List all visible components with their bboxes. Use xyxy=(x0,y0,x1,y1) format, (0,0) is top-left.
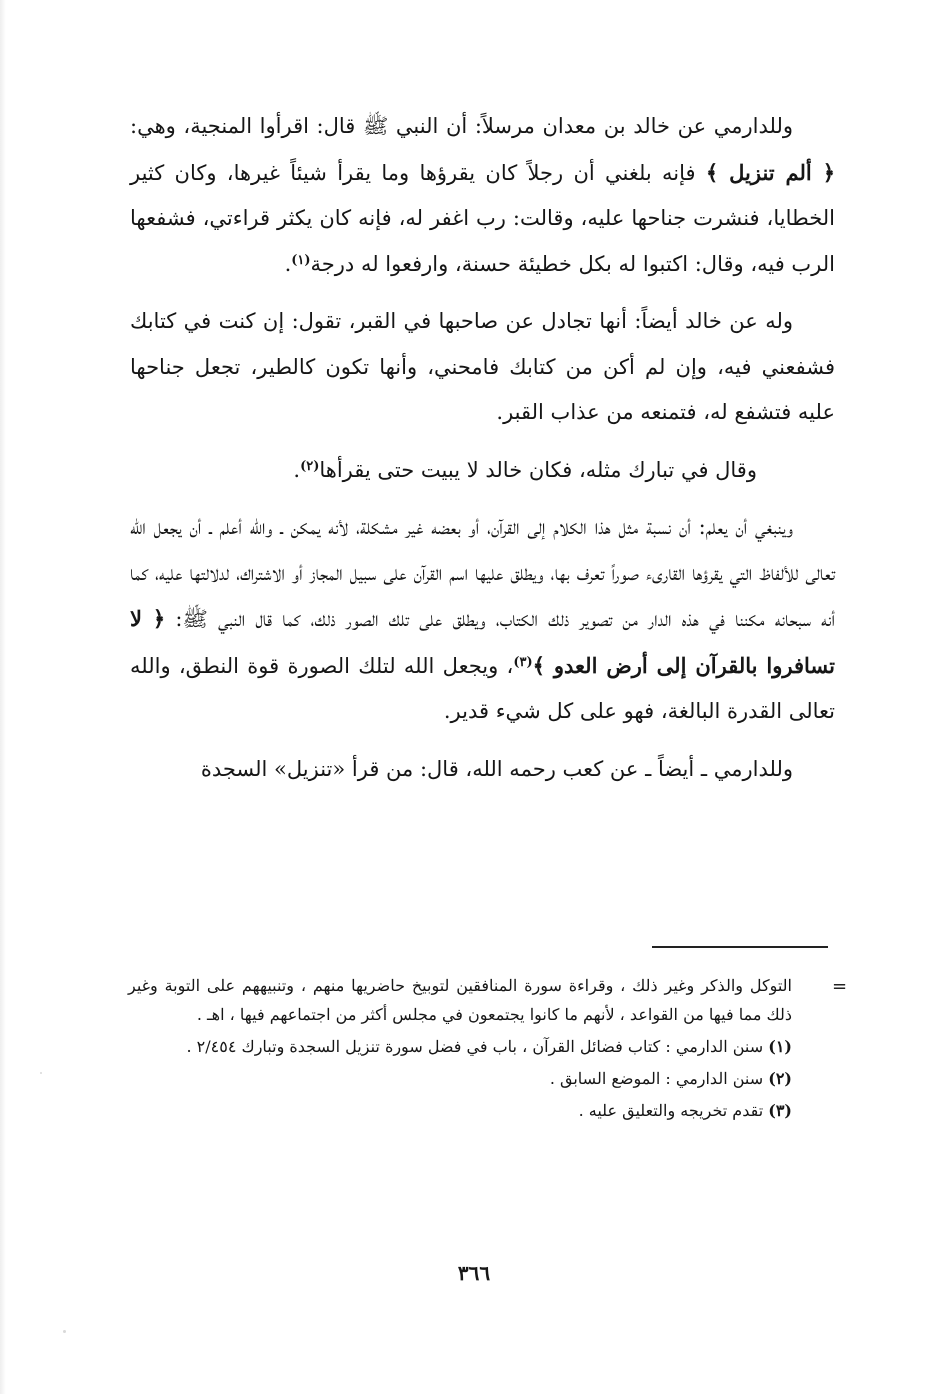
footnote-text: سنن الدارمي : الموضع السابق . xyxy=(549,1069,764,1088)
paragraph-text: وللدارمي عن خالد بن معدان مرسلاً: أن النبي ﷺ قال: اقرأوا المنجية، وهي: xyxy=(130,114,793,138)
footnote-text: سنن الدارمي : كتاب فضائل القرآن ، باب في فضل سورة تنزيل السجدة وتبارك ٢/٤٥٤ . xyxy=(186,1037,764,1056)
footnote-ref-1[interactable]: (١) xyxy=(291,252,311,268)
page-number: ٣٦٦ xyxy=(457,1261,491,1285)
footnote-ref-3[interactable]: (٣) xyxy=(513,654,533,670)
hadith-quote-do-not-travel: ﴿ لا تسافروا بالقرآن إلى أرض العدو ﴾ xyxy=(130,606,835,678)
scan-edge-shadow xyxy=(0,0,6,1394)
paragraph-end: . xyxy=(284,251,292,276)
quran-quote-alif-lam-mim-tanzil: ﴿ ألم تنزيل ﴾ xyxy=(705,159,835,185)
paragraph-explanation xyxy=(130,505,835,735)
paragraph-tabarak xyxy=(130,448,835,494)
paragraph-darimi-khalid xyxy=(130,104,835,287)
footnote-number: (٢) xyxy=(768,1069,792,1088)
footnote-number: (٣) xyxy=(768,1101,792,1120)
footnotes-block xyxy=(128,971,792,1128)
paragraph-end: . xyxy=(293,457,301,482)
paragraph-kaab: وللدارمي ـ أيضاً ـ عن كعب رحمه الله، قال: من قرأ «تنزيل» السجدة xyxy=(200,756,793,781)
footnote-continuation-mark: = xyxy=(832,976,848,997)
footnote-separator xyxy=(652,946,828,948)
paragraph-grave-intercession: وله عن خالد أيضاً: أنها تجادل عن صاحبها في القبر، تقول: إن كنت في كتابك فشفعني فيه، وإن لم أكن من كتابك فامحني، وأنها تكون كالطير، تجعل جناحها عليه فتشفع له، فتمنعه من عذاب القبر. xyxy=(130,309,835,424)
footnote-2 xyxy=(128,1064,792,1093)
footnote-number: (١) xyxy=(768,1037,792,1056)
paragraph-text: ، ويجعل الله لتلك الصورة قوة النطق، والله تعالى القدرة البالغة، فهو على كل شيء قدير. xyxy=(130,653,835,723)
scan-speck xyxy=(63,1330,66,1333)
footnote-text: تقدم تخريجه والتعليق عليه . xyxy=(578,1101,764,1120)
scan-speck xyxy=(40,1072,42,1074)
paragraph-text: فإنه بلغني أن رجلاً كان يقرؤها وما يقرأ شيئاً غيرها، وكان كثير الخطايا، فنشرت جناحها عليه، وقالت: رب اغفر له، فإنه كان يكثر قراءتي، فشفعها الرب فيه، وقال: اكتبوا له بكل خطيئة حسنة، وارفعوا له درجة xyxy=(130,160,835,276)
paragraph-text: وقال في تبارك مثله، فكان خالد لا يبيت حتى يقرأها xyxy=(319,457,757,482)
footnote-1 xyxy=(128,1032,792,1061)
paragraph-text: وينبغي أن يعلم: أن نسبة مثل هذا الكلام إلى القرآن، أو بعضه غير مشكلة، لأنه يمكن ـ والله أعلم ـ أن يجعل الله تعالى للألفاظ التي يقرؤها القارىء صوراً تعرف بها، ويطلق عليها اسم القرآن على سبيل المجاز أو الاشتراك، لدلالتها عليه، كما أنه سبحانه مكننا في هذه الدار من تصوير ذلك الكتاب، ويطلق على تلك الصور ذلك، كما قال النبي ﷺ: xyxy=(130,515,836,631)
footnote-ref-2[interactable]: (٢) xyxy=(300,458,320,474)
main-text-block xyxy=(130,104,835,792)
footnote-3 xyxy=(128,1096,792,1125)
footnote-continuation: التوكل والذكر وغير ذلك ، وقراءة سورة المنافقين لتوبيخ حاضريها منهم ، وتنبيههم على التوبة وغير ذلك مما فيها من القواعد ، لأنهم ما كانوا يجتمعون في مجلس أكثر من اجتماعهم فيها ، اهـ . xyxy=(128,976,792,1024)
